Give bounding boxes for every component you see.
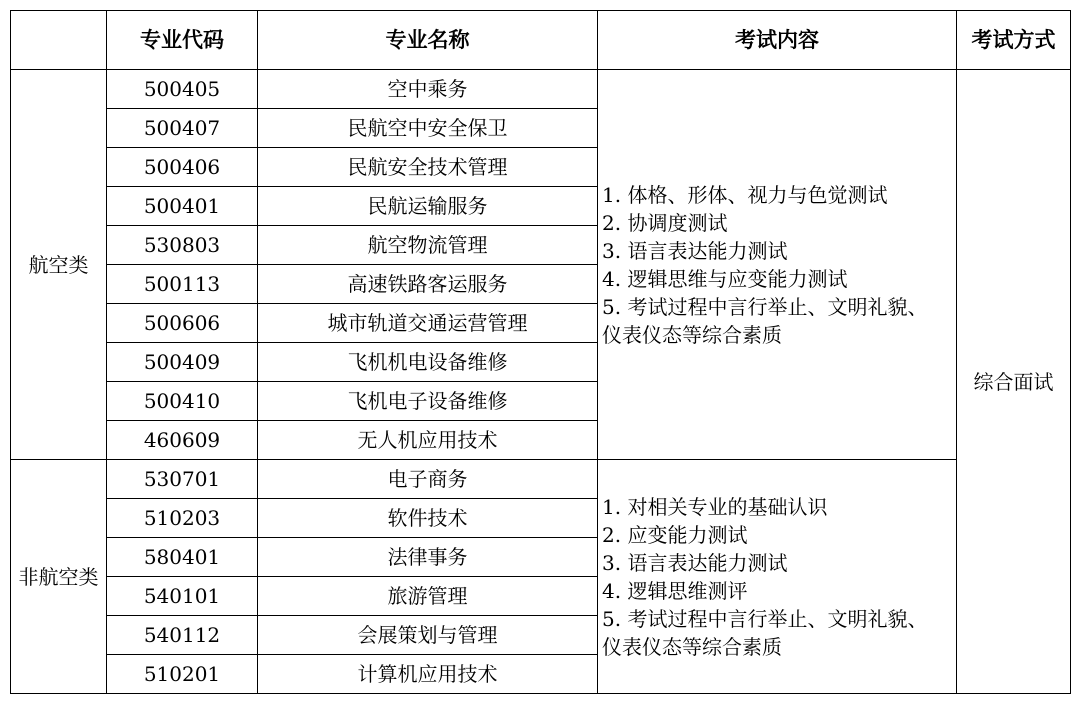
category-cell: 航空类 bbox=[11, 70, 107, 460]
major-name-cell: 航空物流管理 bbox=[258, 226, 598, 265]
major-code-cell: 540101 bbox=[107, 577, 258, 616]
header-row bbox=[11, 11, 1071, 70]
exam-content-line: 4. 逻辑思维与应变能力测试 bbox=[602, 266, 848, 291]
exam-table bbox=[10, 10, 1071, 694]
header-code: 专业代码 bbox=[107, 11, 258, 70]
major-name-cell: 会展策划与管理 bbox=[258, 616, 598, 655]
exam-content-cell bbox=[598, 460, 957, 694]
major-code-cell: 500410 bbox=[107, 382, 258, 421]
major-name-cell: 计算机应用技术 bbox=[258, 655, 598, 694]
major-name-cell: 法律事务 bbox=[258, 538, 598, 577]
major-name-cell: 软件技术 bbox=[258, 499, 598, 538]
table-body bbox=[11, 70, 1071, 694]
exam-content-line: 1. 对相关专业的基础认识 bbox=[602, 494, 828, 519]
major-name-cell: 民航安全技术管理 bbox=[258, 148, 598, 187]
major-name-cell: 民航运输服务 bbox=[258, 187, 598, 226]
major-code-cell: 540112 bbox=[107, 616, 258, 655]
exam-content-line: 4. 逻辑思维测评 bbox=[602, 578, 748, 603]
exam-content-line: 3. 语言表达能力测试 bbox=[602, 550, 788, 575]
major-name-cell: 高速铁路客运服务 bbox=[258, 265, 598, 304]
major-name-cell: 民航空中安全保卫 bbox=[258, 109, 598, 148]
major-name-cell: 电子商务 bbox=[258, 460, 598, 499]
exam-content-line: 5. 考试过程中言行举止、文明礼貌、 bbox=[602, 606, 928, 631]
table-row bbox=[11, 70, 1071, 109]
exam-content-line: 5. 考试过程中言行举止、文明礼貌、 bbox=[602, 294, 928, 319]
major-name-cell: 城市轨道交通运营管理 bbox=[258, 304, 598, 343]
major-name-cell: 空中乘务 bbox=[258, 70, 598, 109]
major-code-cell: 500405 bbox=[107, 70, 258, 109]
exam-content-line: 2. 协调度测试 bbox=[602, 210, 728, 235]
major-code-cell: 500113 bbox=[107, 265, 258, 304]
header-content: 考试内容 bbox=[598, 11, 957, 70]
major-code-cell: 500401 bbox=[107, 187, 258, 226]
major-code-cell: 500409 bbox=[107, 343, 258, 382]
exam-content-cell bbox=[598, 70, 957, 460]
exam-content-line: 仪表仪态等综合素质 bbox=[602, 634, 782, 659]
major-name-cell: 飞机电子设备维修 bbox=[258, 382, 598, 421]
exam-content-line: 3. 语言表达能力测试 bbox=[602, 238, 788, 263]
header-name: 专业名称 bbox=[258, 11, 598, 70]
major-code-cell: 460609 bbox=[107, 421, 258, 460]
exam-content-line: 1. 体格、形体、视力与色觉测试 bbox=[602, 182, 888, 207]
major-code-cell: 500407 bbox=[107, 109, 258, 148]
major-code-cell: 580401 bbox=[107, 538, 258, 577]
category-cell: 非航空类 bbox=[11, 460, 107, 694]
major-code-cell: 530803 bbox=[107, 226, 258, 265]
exam-content-line: 2. 应变能力测试 bbox=[602, 522, 748, 547]
major-code-cell: 510201 bbox=[107, 655, 258, 694]
header-category bbox=[11, 11, 107, 70]
major-name-cell: 无人机应用技术 bbox=[258, 421, 598, 460]
major-code-cell: 530701 bbox=[107, 460, 258, 499]
major-code-cell: 510203 bbox=[107, 499, 258, 538]
exam-method-cell: 综合面试 bbox=[957, 70, 1071, 694]
major-code-cell: 500406 bbox=[107, 148, 258, 187]
major-name-cell: 旅游管理 bbox=[258, 577, 598, 616]
header-method: 考试方式 bbox=[957, 11, 1071, 70]
major-code-cell: 500606 bbox=[107, 304, 258, 343]
major-name-cell: 飞机机电设备维修 bbox=[258, 343, 598, 382]
exam-content-line: 仪表仪态等综合素质 bbox=[602, 322, 782, 347]
table-row bbox=[11, 460, 1071, 499]
